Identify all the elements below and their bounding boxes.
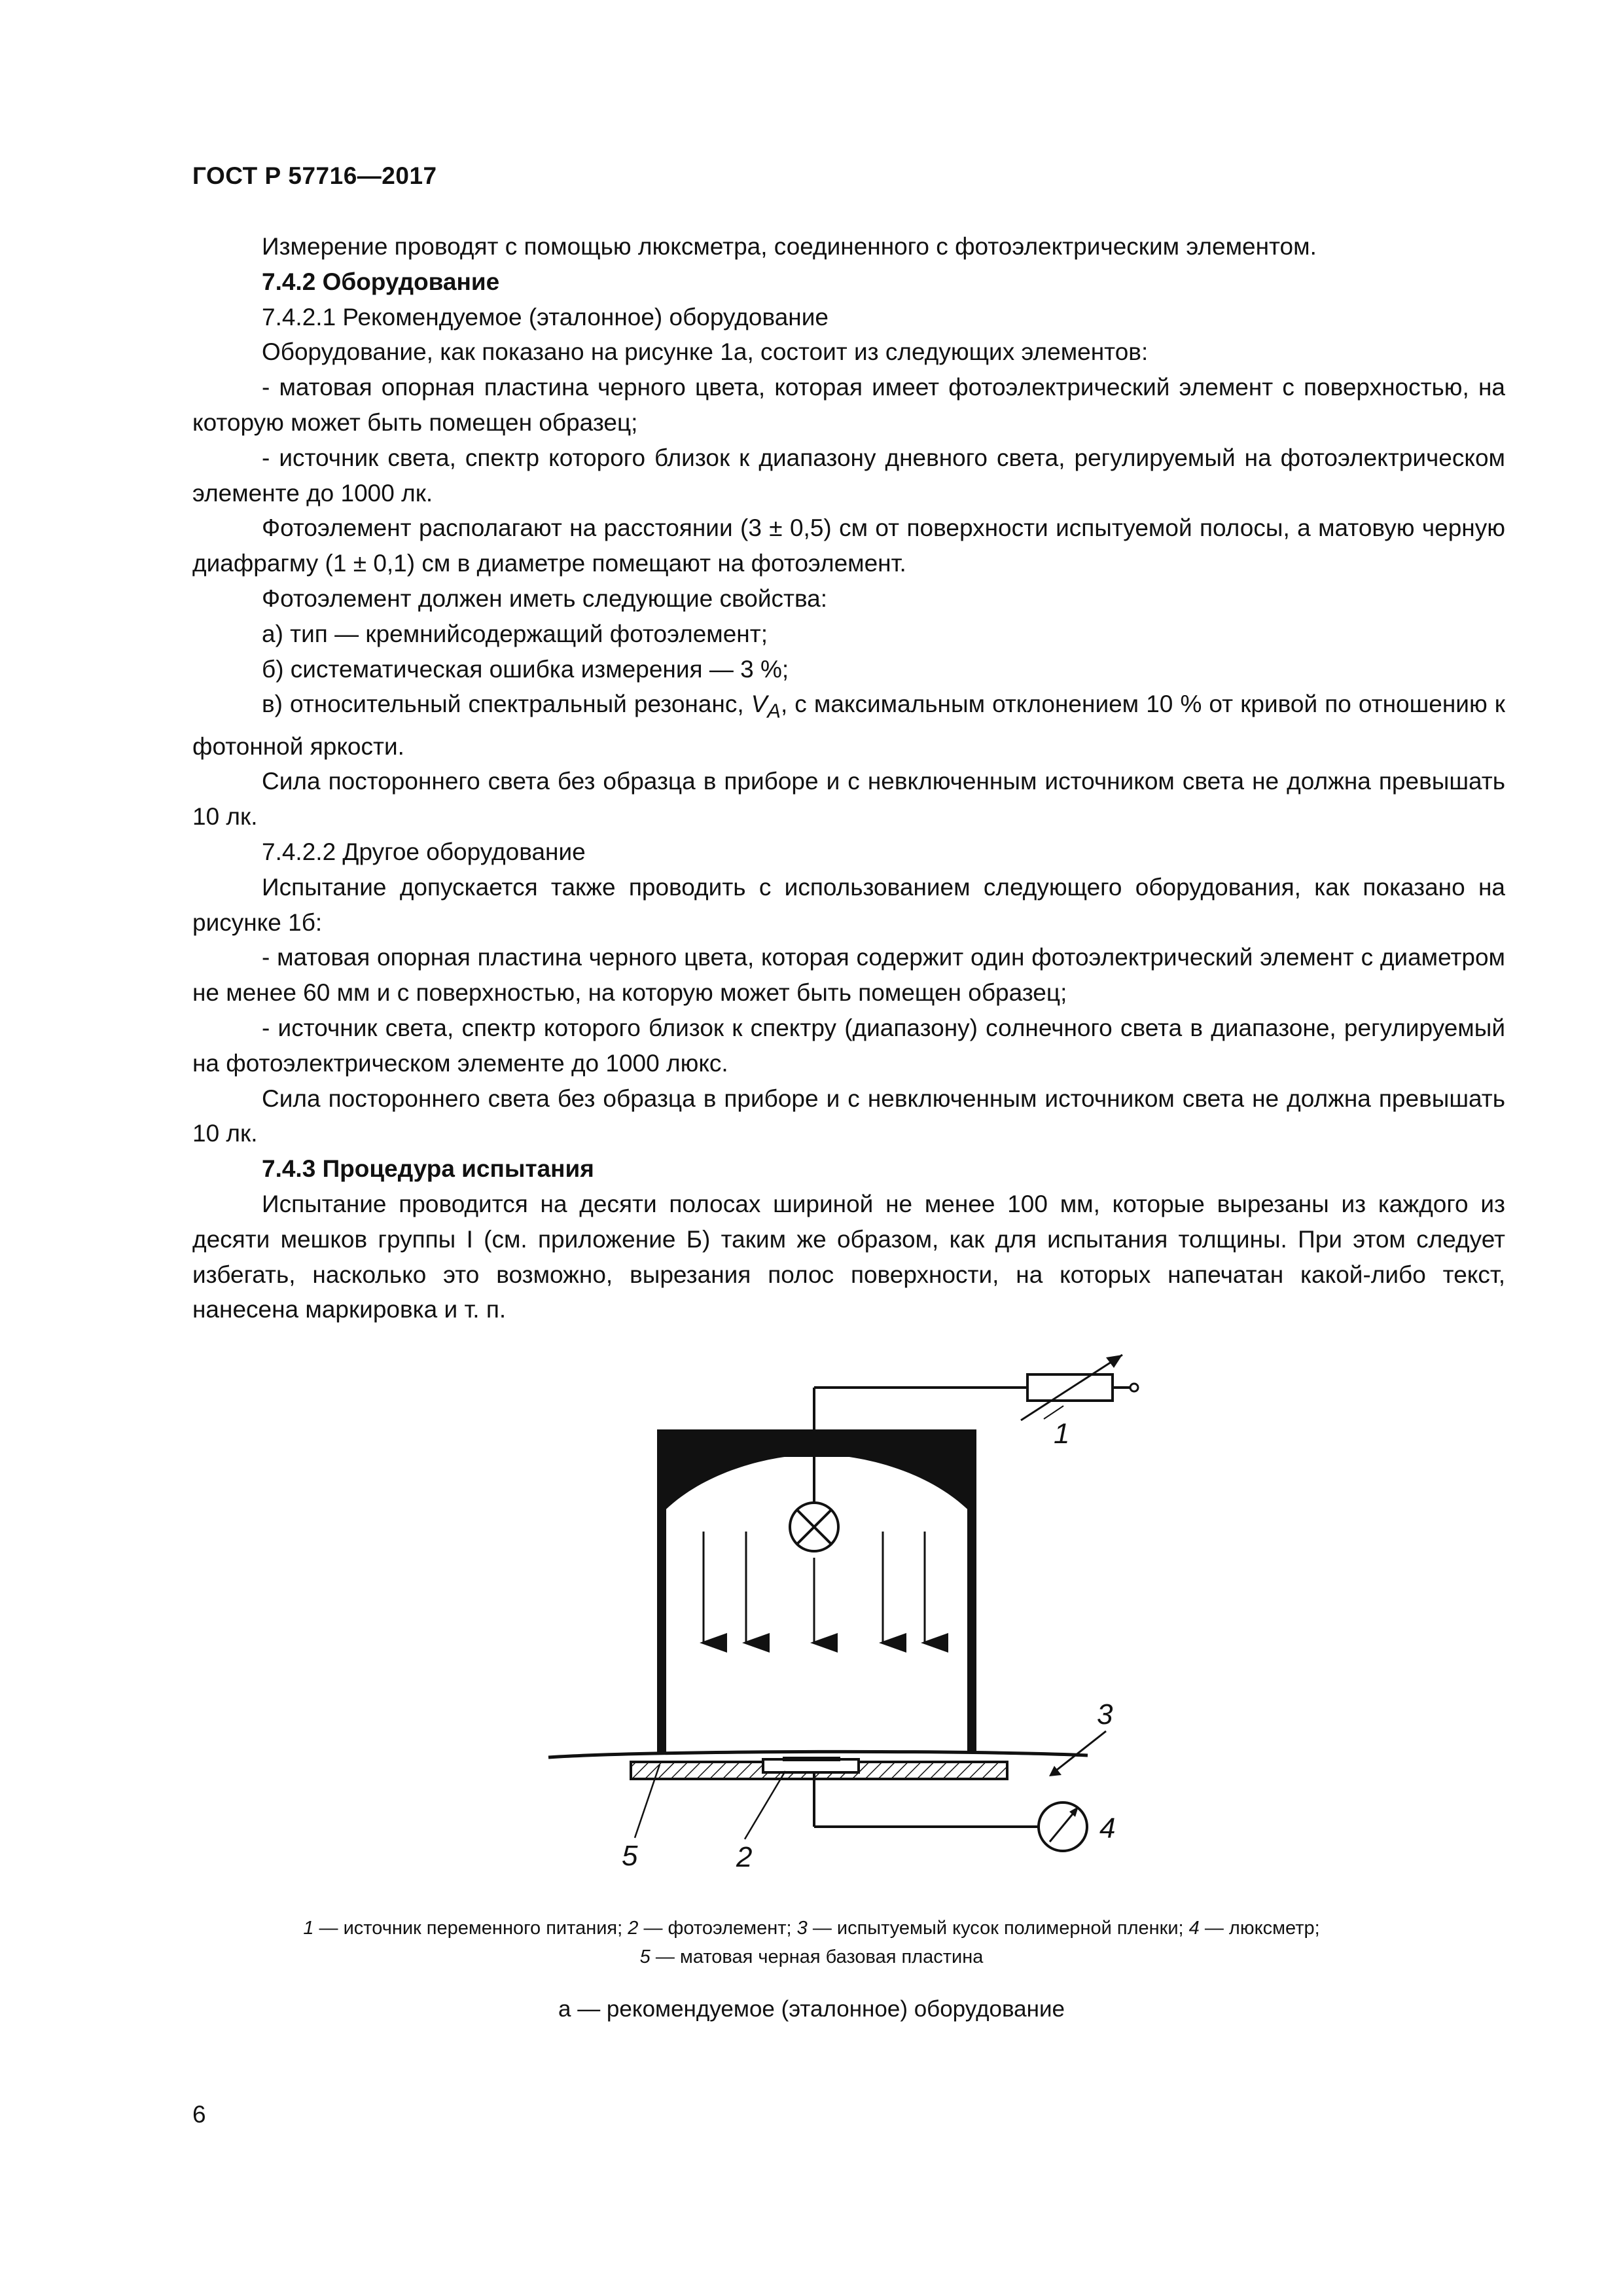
list-item: - источник света, спектр которого близок к диапазону дневного света, регулируемый на фотоэлектрическом элементе до 1000 лк. <box>192 444 1505 507</box>
label-2: 2 <box>736 1841 753 1873</box>
apparatus-diagram <box>0 1342 1623 1918</box>
legend-text: — матовая черная базовая пластина <box>650 1946 984 1967</box>
legend-text: — испытуемый кусок полимерной пленки; <box>807 1918 1189 1939</box>
legend-text: — фотоэлемент; <box>638 1918 797 1939</box>
item-suffix: , с максимальным отклонением 10 % от кривой по отношению к фотонной яркости. <box>192 691 1505 760</box>
page-number: 6 <box>192 2101 206 2128</box>
paragraph: Фотоэлемент должен иметь следующие свойства: <box>262 584 828 612</box>
body-text <box>192 229 1505 1327</box>
list-item: б) систематическая ошибка измерения — 3 %; <box>262 655 789 683</box>
symbol-v: V <box>751 691 768 718</box>
list-item: - матовая опорная пластина черного цвета, которая имеет фотоэлектрический элемент с поверхностью, на которую может быть помещен образец; <box>192 374 1505 436</box>
figure-caption: а — рекомендуемое (эталонное) оборудование <box>558 1996 1065 2022</box>
lamp-housing <box>657 1429 976 1753</box>
list-item <box>192 687 1505 764</box>
label-4: 4 <box>1099 1812 1116 1844</box>
figure-1a <box>0 1342 1623 1918</box>
legend-num: 5 <box>639 1946 651 1967</box>
symbol-subscript: A <box>767 699 781 723</box>
document-header: ГОСТ Р 57716—2017 <box>192 162 437 189</box>
label-1: 1 <box>1054 1418 1070 1450</box>
list-item: - матовая опорная пластина черного цвета, которая содержит один фотоэлектрический элемент с диаметром не менее 60 мм и с поверхностью, на которую может быть помещен образец; <box>192 944 1505 1007</box>
legend-num: 1 <box>303 1918 314 1939</box>
paragraph: Испытание проводится на десяти полосах шириной не менее 100 мм, которые вырезаны из каждого из десяти мешков группы I (см. приложение Б) таким же образом, как для испытания толщины. При этом следует избегать, насколько это возможно, вырезания полос поверхности, на которых напечатан какой-либо текст, нанесена маркировка и т. п. <box>192 1190 1505 1323</box>
film-sample <box>548 1751 1088 1757</box>
figure-legend-line2 <box>0 1943 1623 1971</box>
legend-num: 3 <box>796 1918 808 1939</box>
legend-num: 4 <box>1188 1918 1200 1939</box>
legend-num: 2 <box>628 1918 639 1939</box>
legend-text: — источник переменного питания; <box>313 1918 628 1939</box>
paragraph: Испытание допускается также проводить с использованием следующего оборудования, как показано на рисунке 1б: <box>192 873 1505 936</box>
leader-lines <box>635 1731 1106 1839</box>
figure-legend-line1 <box>0 1914 1623 1943</box>
label-3: 3 <box>1097 1698 1113 1731</box>
paragraph: Измерение проводят с помощью люксметра, соединенного с фотоэлектрическим элементом. <box>262 233 1317 260</box>
list-item: а) тип — кремнийсодержащий фотоэлемент; <box>262 620 768 647</box>
paragraph: Фотоэлемент располагают на расстоянии (3 ± 0,5) см от поверхности испытуемой полосы, а матовую черную диафрагму (1 ± 0,1) см в диаметре помещают на фотоэлемент. <box>192 514 1505 577</box>
subsection-heading: 7.4.2.2 Другое оборудование <box>262 838 586 865</box>
paragraph: Оборудование, как показано на рисунке 1а, состоит из следующих элементов: <box>262 338 1149 366</box>
item-prefix: в) относительный спектральный резонанс, <box>262 691 751 718</box>
base-plate <box>631 1757 1007 1779</box>
variable-resistor-icon <box>1021 1355 1138 1420</box>
subsection-heading: 7.4.2.1 Рекомендуемое (эталонное) оборудование <box>262 303 829 331</box>
list-item: - источник света, спектр которого близок к спектру (диапазону) солнечного света в диапазоне, регулируемый на фотоэлектрическом элементе до 1000 люкс. <box>192 1014 1505 1077</box>
paragraph: Сила постороннего света без образца в приборе и с невключенным источником света не должна превышать 10 лк. <box>192 768 1505 831</box>
section-heading: 7.4.2 Оборудование <box>262 268 500 295</box>
paragraph: Сила постороннего света без образца в приборе и с невключенным источником света не должна превышать 10 лк. <box>192 1085 1505 1147</box>
legend-text: — люксметр; <box>1199 1918 1320 1939</box>
label-5: 5 <box>622 1840 638 1872</box>
lux-meter-icon <box>814 1772 1087 1851</box>
section-heading: 7.4.3 Процедура испытания <box>262 1155 594 1183</box>
